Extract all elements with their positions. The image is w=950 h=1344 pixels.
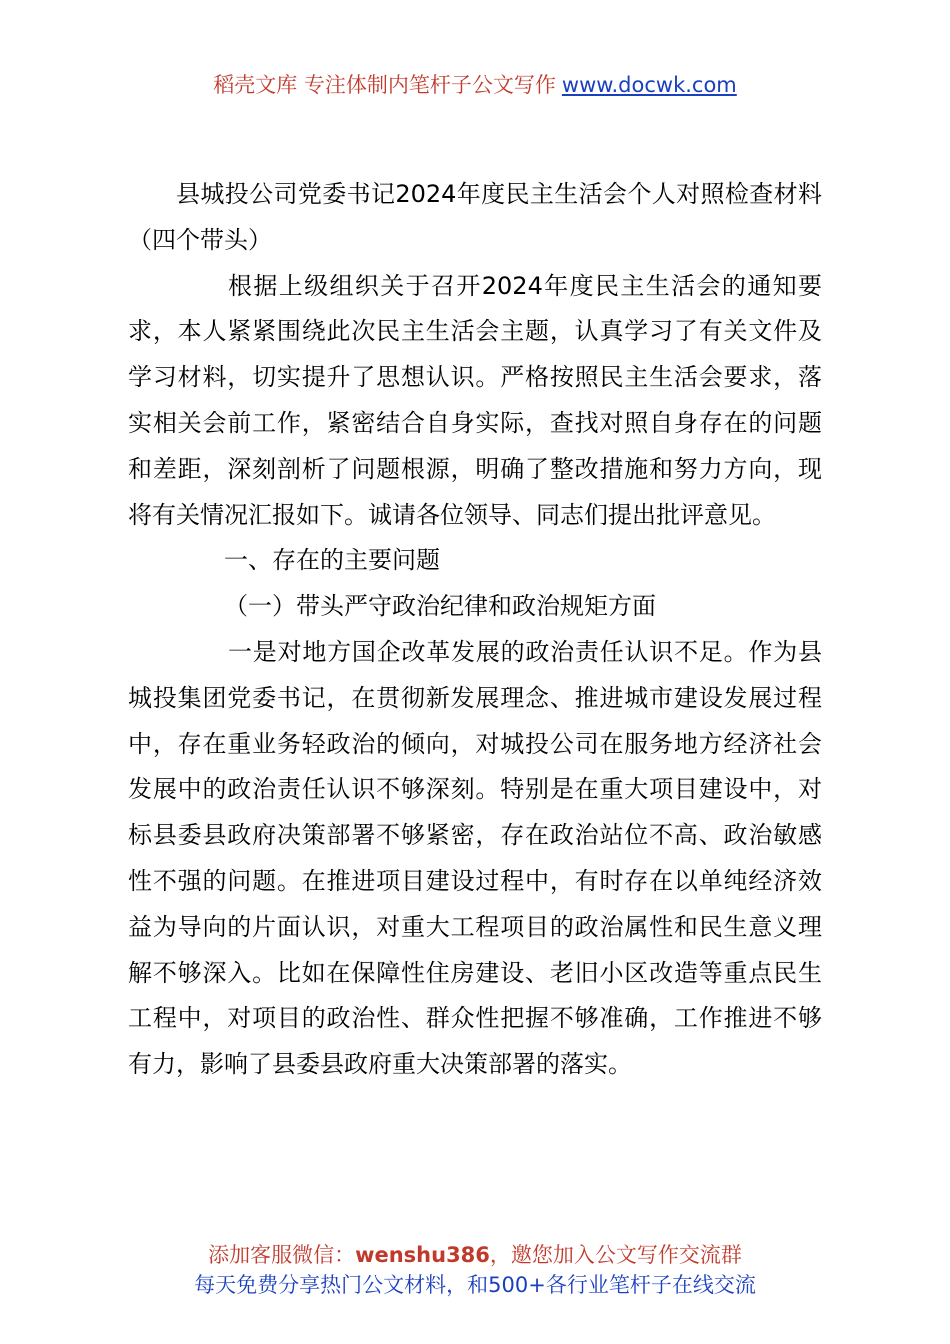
body-paragraph-1: 一是对地方国企改革发展的政治责任认识不足。作为县城投集团党委书记，在贯彻新发展理念、推进城市建设发展过程中，存在重业务轻政治的倾向，对城投公司在服务地方经济社会发展中的政治责任认识不够深刻。特别是在重大项目建设中，对标县委县政府决策部署不够紧密，存在政治站位不高、政治敏感性不强的问题。在推进项目建设过程中，有时存在以单纯经济效益为导向的片面认识，对重大工程项目的政治属性和民生意义理解不够深入。比如在保障性住房建设、老旧小区改造等重点民生工程中，对项目的政治性、群众性把握不够准确，工作推进不够有力，影响了县委县政府重大决策部署的落实。 xyxy=(128,637,822,1079)
header-website-link[interactable]: www.docwk.com xyxy=(561,73,737,97)
document-title: 县城投公司党委书记2024年度民主生活会个人对照检查材料（四个带头） xyxy=(128,180,822,254)
footer-contact-prefix: 添加客服微信： xyxy=(208,1243,356,1267)
intro-paragraph: 根据上级组织关于召开2024年度民主生活会的通知要求，本人紧紧围绕此次民主生活会主题，认真学习了有关文件及学习材料，切实提升了思想认识。严格按照民主生活会要求，落实相关会前工作，紧密结合自身实际，查找对照自身存在的问题和差距，深刻剖析了问题根源，明确了整改措施和努力方向，现将有关情况汇报如下。诚请各位领导、同志们提出批评意见。 xyxy=(128,271,822,529)
section-heading-1: 一、存在的主要问题 xyxy=(224,546,440,575)
footer-promo-line: 每天免费分享热门公文材料，和500+各行业笔杆子在线交流 xyxy=(194,1273,756,1297)
subsection-heading-1: （一）带头严守政治纪律和政治规矩方面 xyxy=(224,592,656,621)
header-brand-text: 稻壳文库 专注体制内笔杆子公文写作 xyxy=(213,73,556,97)
page-footer xyxy=(0,1240,950,1300)
document-body xyxy=(128,172,822,1088)
footer-contact-suffix: ，邀您加入公文写作交流群 xyxy=(489,1243,742,1267)
page-header xyxy=(0,70,950,100)
footer-wechat-id: wenshu386 xyxy=(355,1243,490,1267)
footer-contact-line xyxy=(0,1240,950,1270)
